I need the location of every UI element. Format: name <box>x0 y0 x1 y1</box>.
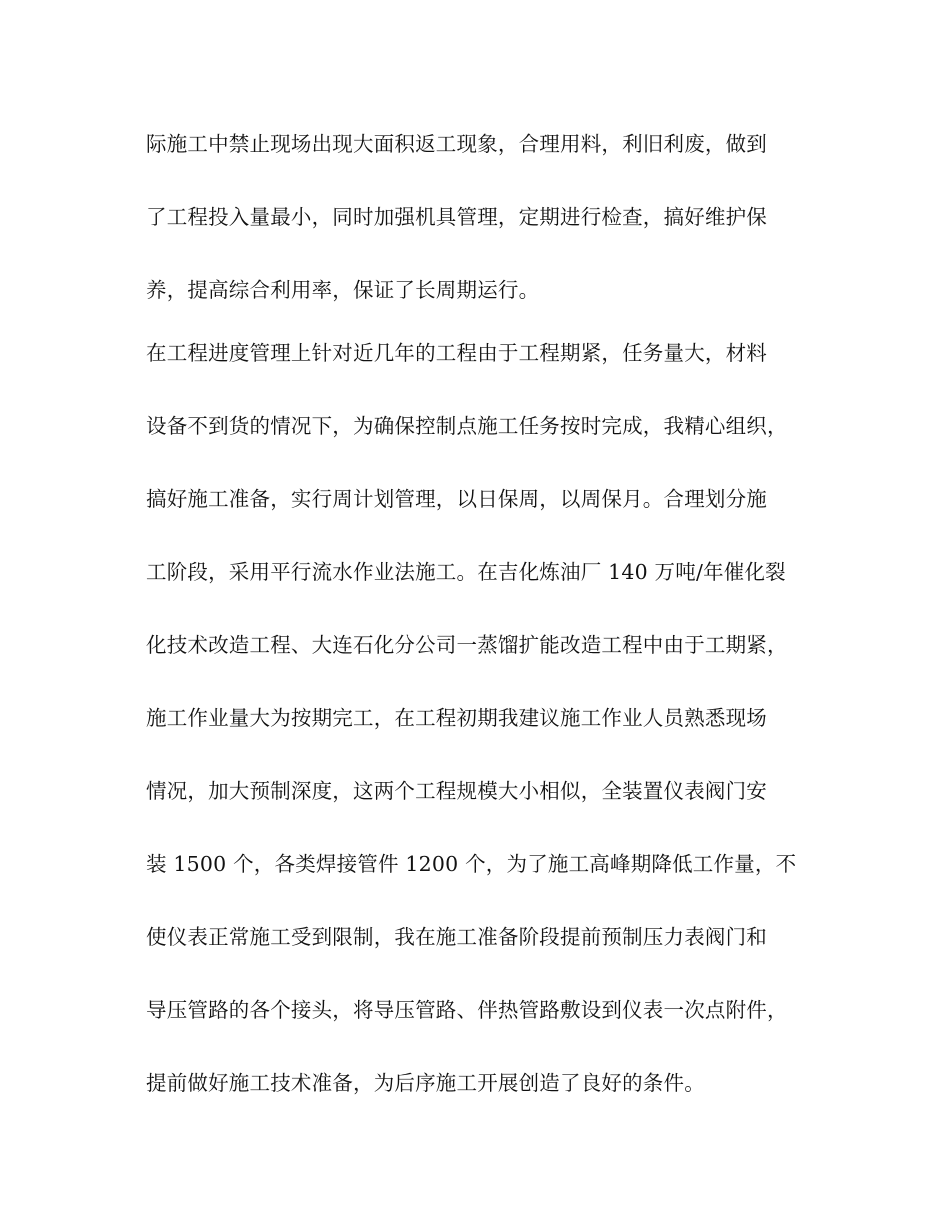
text-line: 装 1500 个，各类焊接管件 1200 个，为了施工高峰期降低工作量，不 <box>146 852 797 876</box>
paragraph-2 <box>146 341 826 1144</box>
text-line: 导压管路的各个接头，将导压管路、伴热管路敷设到仪表一次点附件， <box>146 998 788 1022</box>
text-line: 使仪表正常施工受到限制，我在施工准备阶段提前预制压力表阀门和 <box>146 925 767 949</box>
text-line: 提前做好施工技术准备，为后序施工开展创造了良好的条件。 <box>146 1071 705 1095</box>
text-line: 工阶段，采用平行流水作业法施工。在吉化炼油厂 140 万吨/年催化裂 <box>146 560 786 584</box>
text-line: 情况，加大预制深度，这两个工程规模大小相似，全装置仪表阀门安 <box>146 779 767 803</box>
text-line: 化技术改造工程、大连石化分公司一蒸馏扩能改造工程中由于工期紧， <box>146 633 788 657</box>
paragraph-1 <box>146 132 826 351</box>
text-line: 施工作业量大为按期完工，在工程初期我建议施工作业人员熟悉现场 <box>146 706 767 730</box>
text-line: 搞好施工准备，实行周计划管理，以日保周，以周保月。合理划分施 <box>146 487 767 511</box>
text-line: 设备不到货的情况下，为确保控制点施工任务按时完成，我精心组织， <box>146 414 788 438</box>
text-line: 际施工中禁止现场出现大面积返工现象，合理用料，利旧利废，做到 <box>146 132 767 156</box>
text-line: 了工程投入量最小，同时加强机具管理，定期进行检查，搞好维护保 <box>146 205 767 229</box>
text-line: 养，提高综合利用率，保证了长周期运行。 <box>146 278 540 302</box>
text-line: 在工程进度管理上针对近几年的工程由于工程期紧，任务量大，材料 <box>146 341 767 365</box>
